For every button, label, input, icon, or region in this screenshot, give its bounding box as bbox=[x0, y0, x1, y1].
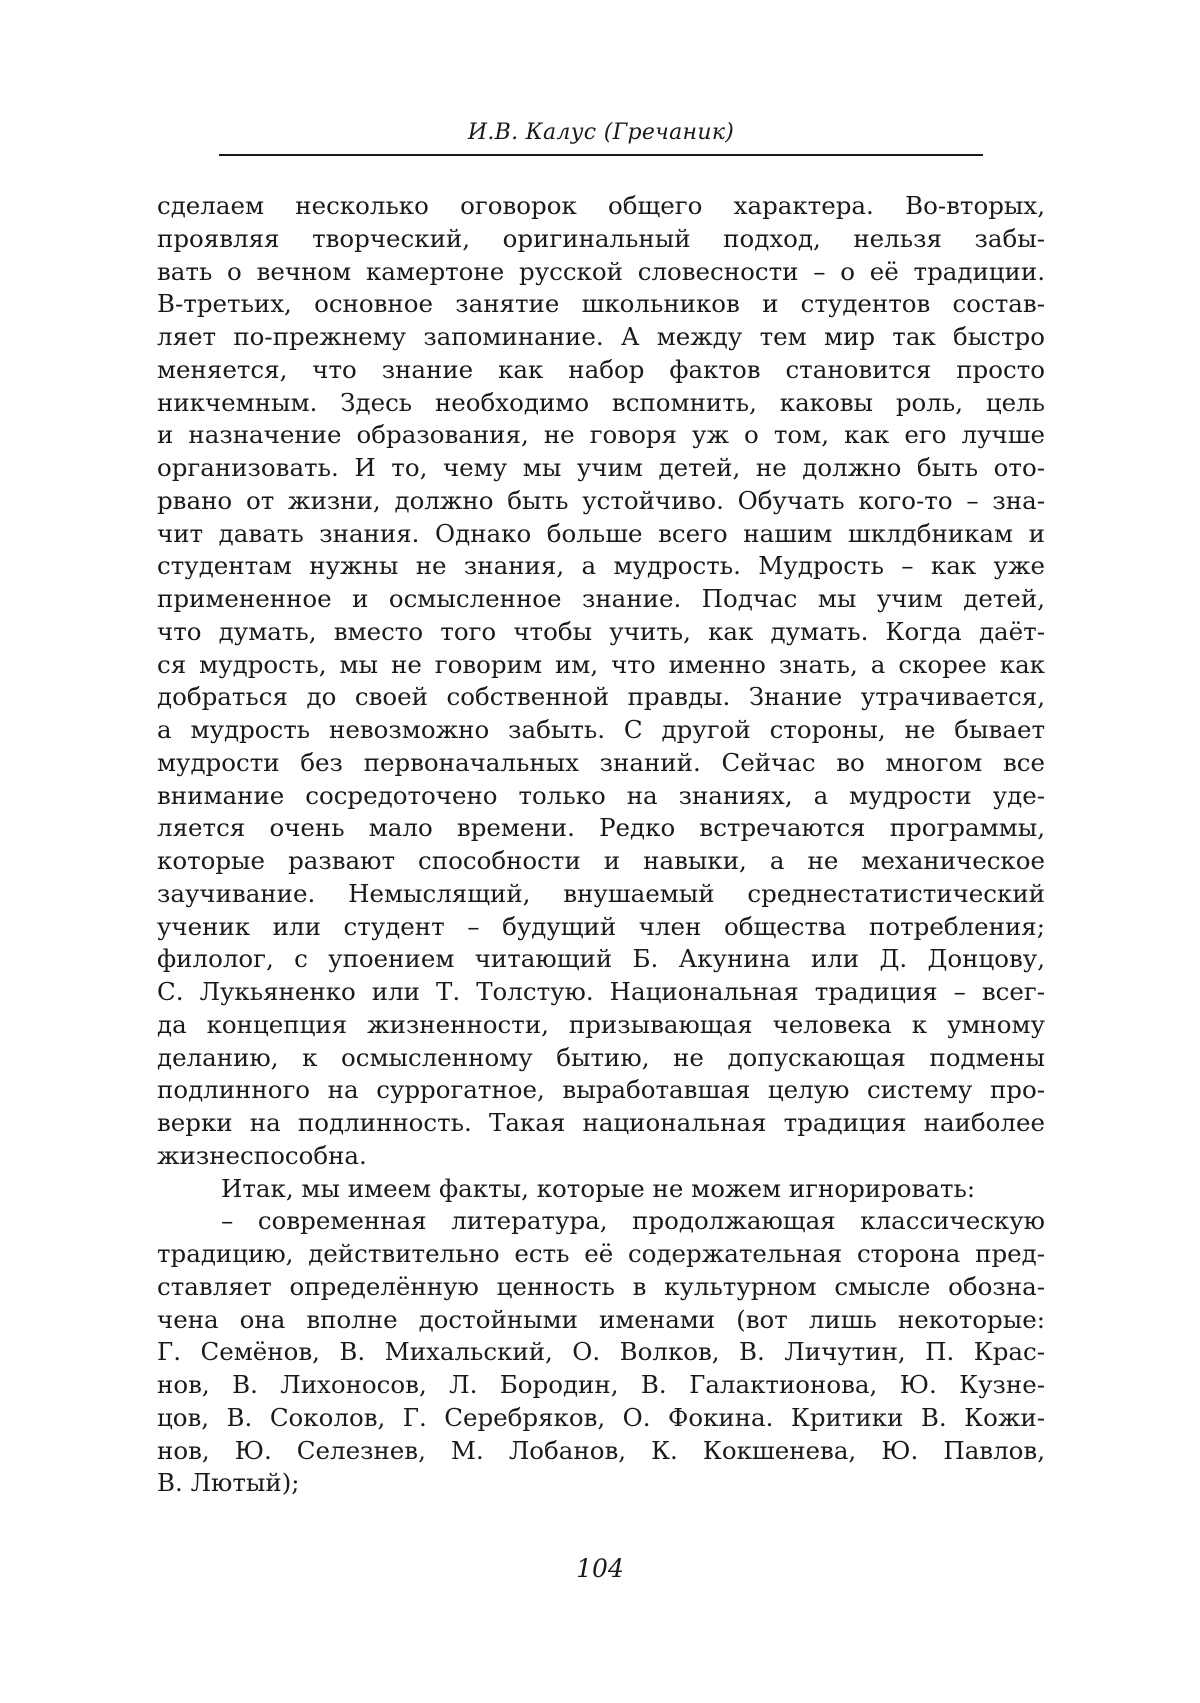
text-line: никчемным. Здесь необходимо вспомнить, каковы роль, цель bbox=[157, 387, 1045, 417]
text-line: чит давать знания. Однако больше всего нашим шклдбникам и bbox=[157, 518, 1045, 548]
text-line: ляет по-прежнему запоминание. А между тем мир так быстро bbox=[157, 322, 1045, 351]
text-line: организовать. И то, чему мы учим детей, не должно быть ото- bbox=[157, 453, 1045, 482]
text-line-paragraph-end: жизнеспособна. bbox=[157, 1140, 367, 1170]
text-line: деланию, к осмысленному бытию, не допускающая подмены bbox=[157, 1042, 1045, 1072]
text-line: ученик или студент – будущий член общества потребления; bbox=[157, 911, 1045, 941]
text-line: добраться до своей собственной правды. Знание утрачивается, bbox=[157, 682, 1045, 712]
running-header-title: И.В. Калус (Гречаник) bbox=[467, 120, 735, 145]
text-line: традицию, действительно есть её содержательная сторона пред- bbox=[157, 1239, 1045, 1268]
text-line: нов, В. Лихоносов, Л. Бородин, В. Галактионова, Ю. Кузне- bbox=[157, 1370, 1045, 1399]
text-line: С. Лукьяненко или Т. Толстую. Национальная традиция – всег- bbox=[157, 977, 1045, 1006]
text-line: нов, Ю. Селезнев, М. Лобанов, К. Кокшенева, Ю. Павлов, bbox=[157, 1435, 1045, 1465]
text-line: Г. Семёнов, В. Михальский, О. Волков, В. Личутин, П. Крас- bbox=[157, 1337, 1045, 1367]
text-line: да концепция жизненности, призывающая человека к умному bbox=[157, 1009, 1045, 1039]
text-line: примененное и осмысленное знание. Подчас мы учим детей, bbox=[157, 584, 1045, 613]
header-rule bbox=[219, 154, 983, 156]
text-line: ляется очень мало времени. Редко встречаются программы, bbox=[157, 813, 1045, 843]
text-line: и назначение образования, не говоря уж о том, как его лучше bbox=[157, 420, 1045, 450]
text-line: В-третьих, основное занятие школьников и студентов состав- bbox=[157, 289, 1045, 319]
text-line-list-item-start: – современная литература, продолжающая классическую bbox=[221, 1206, 1045, 1236]
text-line: а мудрость невозможно забыть. С другой стороны, не бывает bbox=[157, 715, 1045, 744]
text-line: проявляя творческий, оригинальный подход, нельзя забы- bbox=[157, 223, 1045, 253]
text-line-paragraph-end: В. Лютый); bbox=[157, 1468, 300, 1498]
text-line: вать о вечном камертоне русской словесности – о её традиции. bbox=[157, 256, 1045, 286]
text-line: мудрости без первоначальных знаний. Сейчас во многом все bbox=[157, 747, 1045, 777]
text-line: филолог, с упоением читающий Б. Акунина или Д. Донцову, bbox=[157, 944, 1045, 974]
text-line: внимание сосредоточено только на знаниях, а мудрости уде- bbox=[157, 780, 1045, 810]
text-line: ся мудрость, мы не говорим им, что именно знать, а скорее как bbox=[157, 649, 1045, 679]
text-line: ставляет определённую ценность в культурном смысле обозна- bbox=[157, 1271, 1045, 1301]
text-line: верки на подлинность. Такая национальная традиция наиболее bbox=[157, 1108, 1045, 1137]
text-line: сделаем несколько оговорок общего характера. Во-вторых, bbox=[157, 191, 1045, 220]
text-line: что думать, вместо того чтобы учить, как думать. Когда даёт- bbox=[157, 616, 1045, 646]
text-line: студентам нужны не знания, а мудрость. Мудрость – как уже bbox=[157, 551, 1045, 581]
text-line: цов, В. Соколов, Г. Серебряков, О. Фокина. Критики В. Кожи- bbox=[157, 1402, 1045, 1432]
text-line: меняется, что знание как набор фактов становится просто bbox=[157, 354, 1045, 384]
text-line: заучивание. Немыслящий, внушаемый среднестатистический bbox=[157, 878, 1045, 908]
page-number: 104 bbox=[576, 1554, 624, 1583]
text-line: которые развают способности и навыки, а не механическое bbox=[157, 846, 1045, 875]
text-line: подлинного на суррогатное, выработавшая целую систему про- bbox=[157, 1075, 1045, 1105]
text-line: чена она вполне достойными именами (вот лишь некоторые: bbox=[157, 1304, 1045, 1334]
body-text bbox=[157, 190, 1045, 1500]
text-line-paragraph-start: Итак, мы имеем факты, которые не можем игнорировать: bbox=[221, 1173, 976, 1203]
text-line: рвано от жизни, должно быть устойчиво. Обучать кого-то – зна- bbox=[157, 485, 1045, 515]
